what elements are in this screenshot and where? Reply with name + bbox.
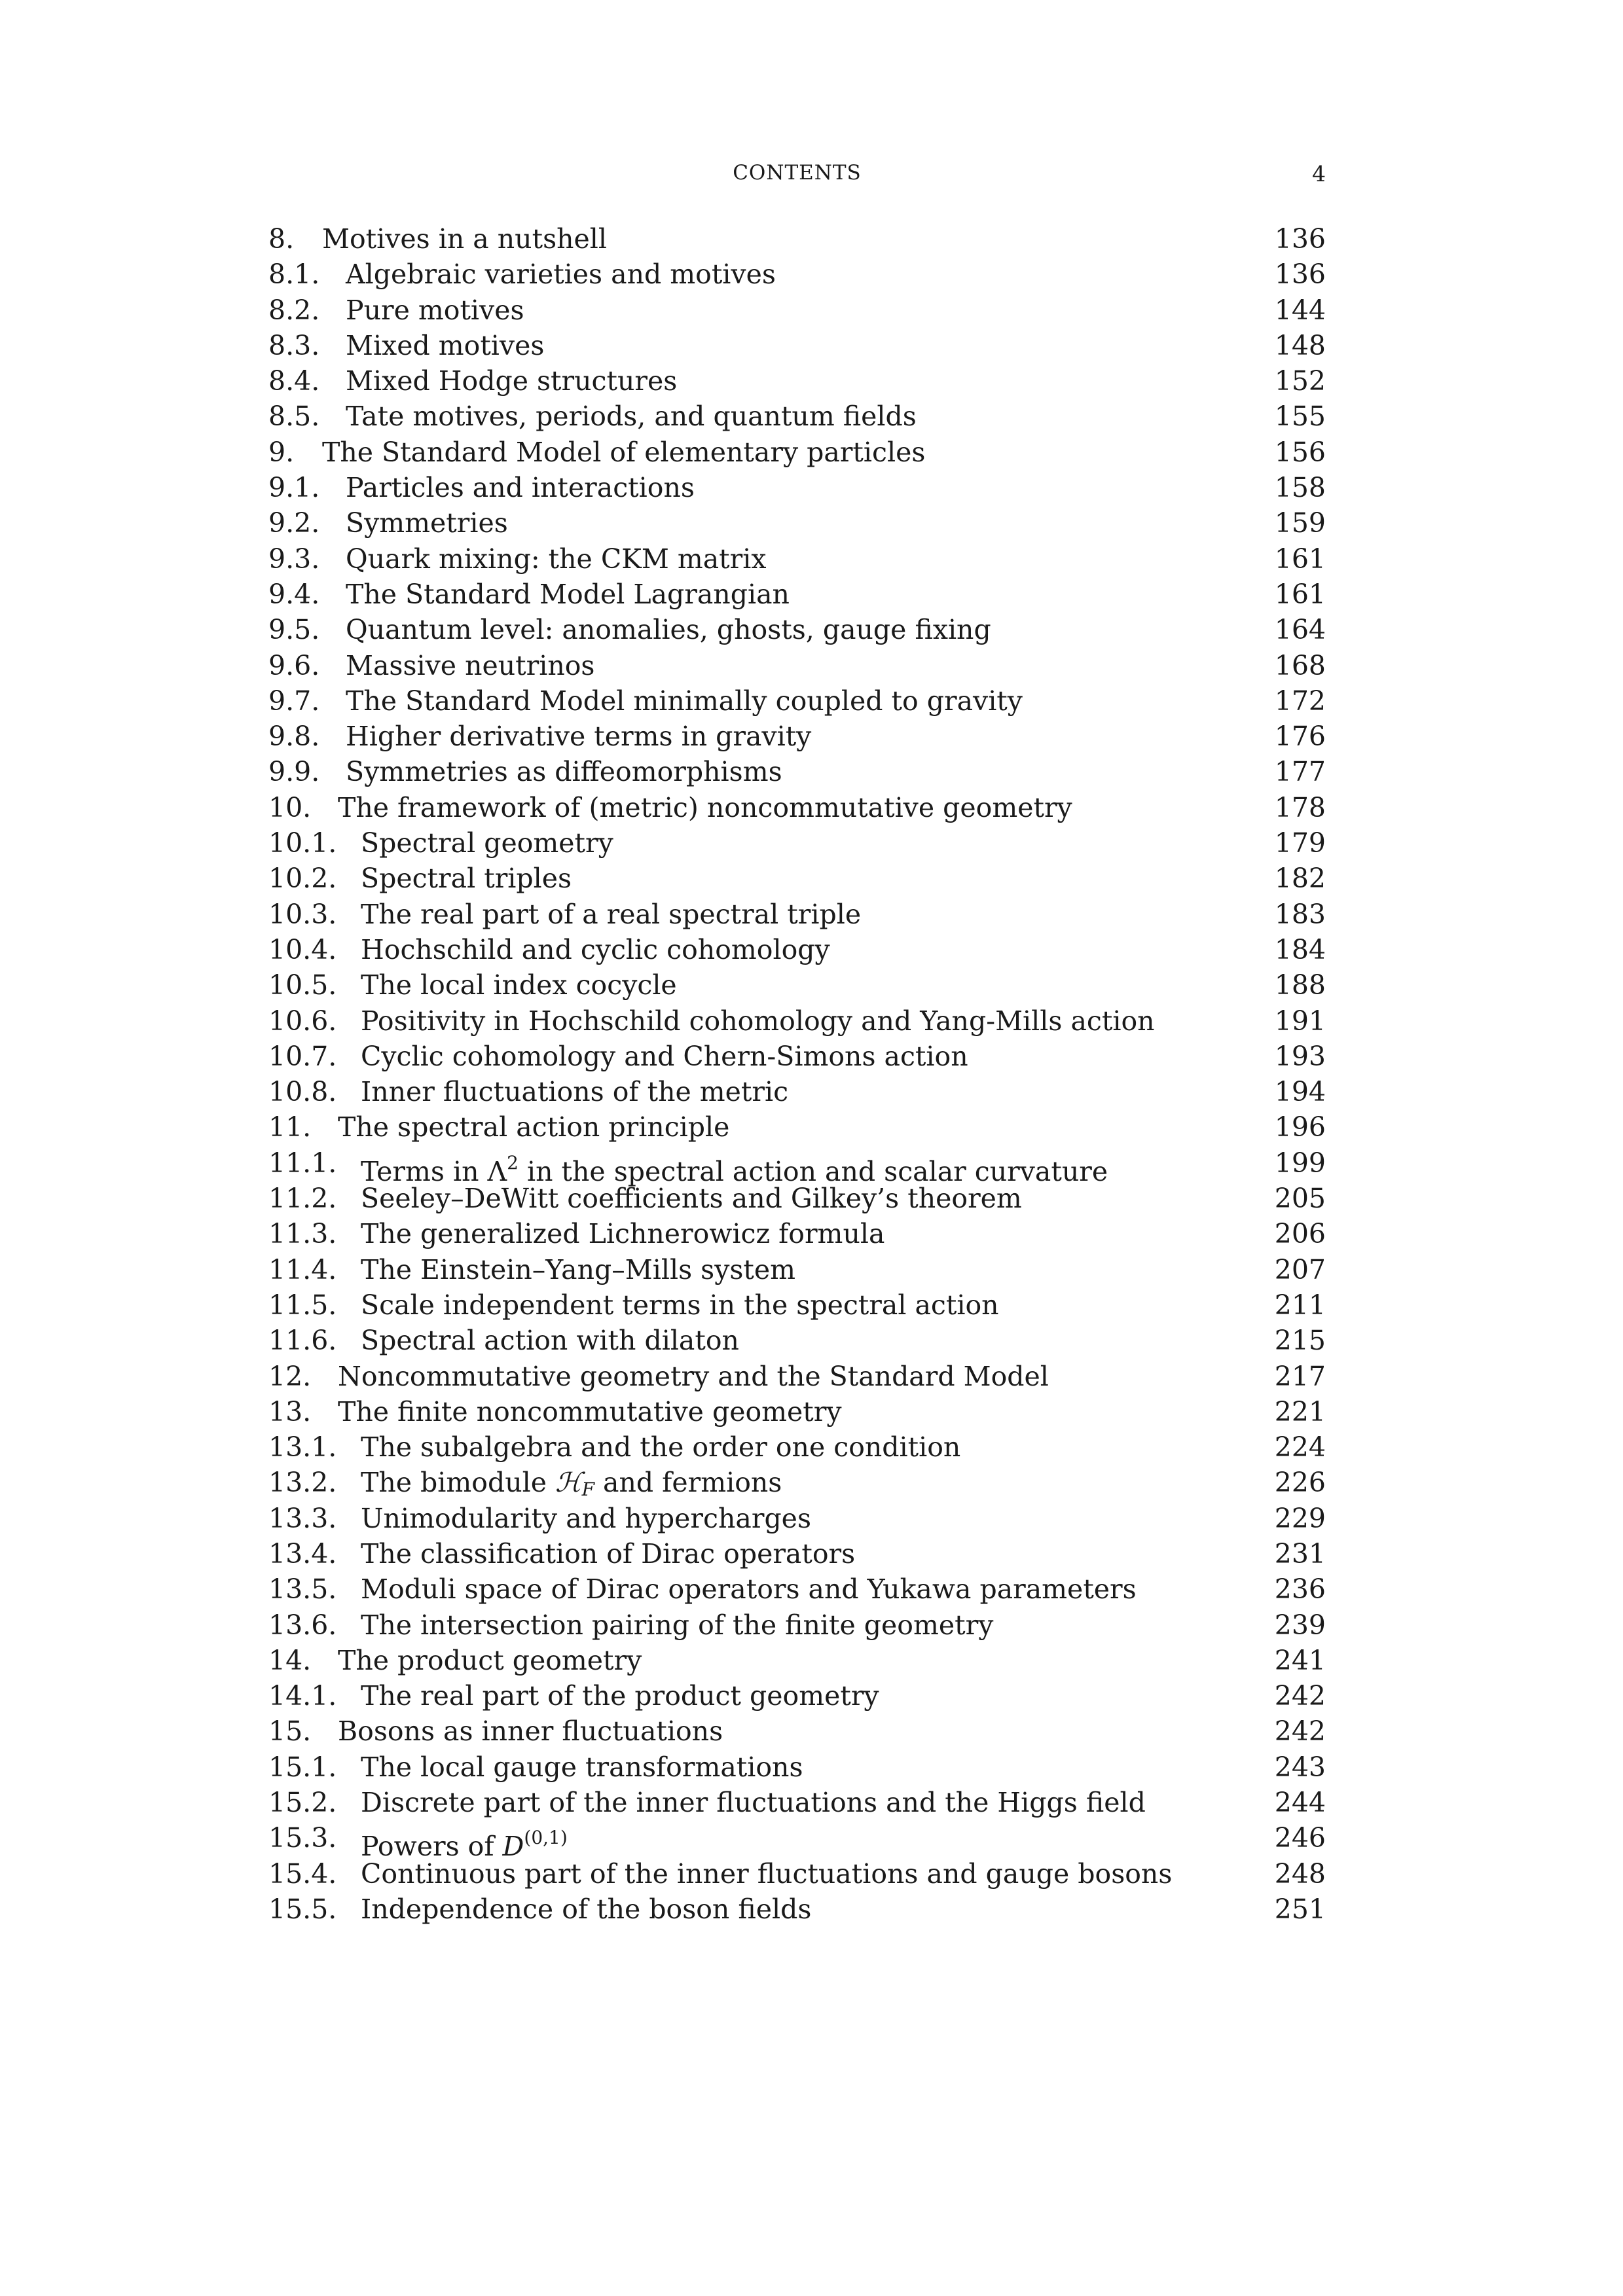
toc-entry[interactable]: [268, 328, 1326, 363]
toc-entry[interactable]: [268, 1394, 1326, 1429]
entry-number: 9.: [268, 436, 295, 468]
entry-number: 13.: [268, 1395, 312, 1427]
entry-title-text: and fermions: [594, 1467, 782, 1499]
entry-page-number: 148: [1274, 329, 1326, 361]
toc-entry[interactable]: [268, 1039, 1326, 1074]
toc-entry[interactable]: [268, 1323, 1326, 1358]
entry-number: 13.3.: [268, 1502, 337, 1534]
entry-title: The framework of (metric) noncommutative geometry: [338, 791, 1072, 823]
entry-title: Scale independent terms in the spectral action: [361, 1289, 999, 1321]
toc-entry[interactable]: [268, 1216, 1326, 1251]
entry-number: 8.3.: [268, 329, 320, 361]
entry-number: 14.1.: [268, 1680, 337, 1712]
entry-number: 13.1.: [268, 1431, 337, 1463]
entry-number: 15.3.: [268, 1822, 337, 1854]
entry-page-number: 176: [1274, 721, 1326, 753]
toc-entry[interactable]: [268, 1109, 1326, 1145]
math-superscript: (0,1): [524, 1827, 568, 1849]
entry-page-number: 215: [1274, 1325, 1326, 1357]
toc-entry[interactable]: [268, 1465, 1326, 1500]
entry-page-number: 168: [1274, 649, 1326, 681]
entry-number: 9.6.: [268, 649, 320, 681]
entry-title: Cyclic cohomology and Chern-Simons action: [361, 1040, 968, 1072]
toc-entry[interactable]: [268, 1429, 1326, 1465]
entry-page-number: 205: [1274, 1183, 1326, 1215]
entry-title: The real part of a real spectral triple: [361, 898, 862, 930]
entry-number: 8.4.: [268, 365, 320, 397]
toc-entry[interactable]: [268, 221, 1326, 257]
entry-number: 15.5.: [268, 1893, 337, 1925]
toc-entry[interactable]: [268, 1181, 1326, 1216]
entry-title: Positivity in Hochschild cohomology and Yang-Mills action: [361, 1005, 1155, 1037]
entry-number: 10.5.: [268, 969, 337, 1001]
toc-entry[interactable]: [268, 825, 1326, 861]
toc-entry[interactable]: [268, 790, 1326, 825]
entry-title: The product geometry: [338, 1644, 642, 1676]
toc-entry[interactable]: [268, 648, 1326, 683]
entry-title: Motives in a nutshell: [322, 223, 608, 255]
toc-entry[interactable]: [268, 293, 1326, 328]
entry-page-number: 196: [1274, 1111, 1326, 1143]
entry-page-number: 242: [1274, 1715, 1326, 1748]
entry-page-number: 239: [1274, 1609, 1326, 1641]
entry-title: The classification of Dirac operators: [361, 1537, 856, 1570]
entry-title: The Standard Model minimally coupled to gravity: [346, 685, 1023, 717]
entry-page-number: 136: [1274, 259, 1326, 291]
entry-title: Particles and interactions: [346, 472, 695, 504]
entry-number: 13.2.: [268, 1467, 337, 1499]
entry-number: 11.5.: [268, 1289, 337, 1321]
entry-number: 13.6.: [268, 1609, 337, 1641]
entry-title: The spectral action principle: [338, 1111, 730, 1143]
entry-number: 15.1.: [268, 1751, 337, 1783]
entry-number: 11.3.: [268, 1218, 337, 1250]
entry-page-number: 155: [1274, 401, 1326, 433]
entry-page-number: 144: [1274, 294, 1326, 326]
toc-entry[interactable]: [268, 1749, 1326, 1785]
toc-entry[interactable]: [268, 754, 1326, 789]
entry-title: The local gauge transformations: [361, 1751, 803, 1783]
entry-title: Moduli space of Dirac operators and Yukawa parameters: [361, 1573, 1137, 1605]
math-symbol: ℋ: [555, 1467, 582, 1499]
running-title: CONTENTS: [733, 161, 862, 185]
entry-title: Unimodularity and hypercharges: [361, 1502, 811, 1534]
entry-page-number: 248: [1274, 1857, 1326, 1890]
toc-entry[interactable]: [268, 1287, 1326, 1323]
entry-number: 10.2.: [268, 863, 337, 895]
entry-number: 8.1.: [268, 259, 320, 291]
entry-title: The Einstein–Yang–Mills system: [361, 1253, 796, 1285]
toc-entry[interactable]: [268, 399, 1326, 434]
entry-number: 11.6.: [268, 1325, 337, 1357]
entry-page-number: 159: [1274, 507, 1326, 539]
entry-title: The local index cocycle: [361, 969, 677, 1001]
entry-page-number: 164: [1274, 614, 1326, 646]
entry-number: 8.5.: [268, 401, 320, 433]
entry-page-number: 161: [1274, 578, 1326, 610]
entry-title: Quantum level: anomalies, ghosts, gauge fixing: [346, 614, 991, 646]
entry-number: 10.4.: [268, 933, 337, 965]
entry-title: Higher derivative terms in gravity: [346, 721, 812, 753]
entry-title: Mixed motives: [346, 329, 545, 361]
entry-number: 11.1.: [268, 1147, 337, 1179]
entry-title: Algebraic varieties and motives: [346, 259, 776, 291]
entry-number: 11.: [268, 1111, 312, 1143]
entry-title: The generalized Lichnerowicz formula: [361, 1218, 885, 1250]
entry-title: The real part of the product geometry: [361, 1680, 879, 1712]
toc-entry[interactable]: [268, 612, 1326, 647]
entry-number: 11.4.: [268, 1253, 337, 1285]
toc-entry[interactable]: [268, 1856, 1326, 1892]
toc-entry[interactable]: [268, 1252, 1326, 1287]
entry-page-number: 251: [1274, 1893, 1326, 1925]
entry-title: Noncommutative geometry and the Standard Model: [338, 1360, 1049, 1392]
entry-number: 10.3.: [268, 898, 337, 930]
entry-page-number: 246: [1274, 1822, 1326, 1854]
entry-page-number: 191: [1274, 1005, 1326, 1037]
entry-title-text: The bimodule: [361, 1467, 556, 1499]
entry-page-number: 229: [1274, 1502, 1326, 1534]
toc-entry[interactable]: [268, 1785, 1326, 1820]
entry-page-number: 184: [1274, 933, 1326, 965]
entry-number: 10.8.: [268, 1076, 337, 1108]
entry-title: Spectral action with dilaton: [361, 1325, 739, 1357]
entry-title: The Standard Model of elementary particles: [322, 436, 926, 468]
toc-entry[interactable]: [268, 505, 1326, 541]
entry-page-number: 177: [1274, 756, 1326, 788]
entry-title: Discrete part of the inner fluctuations and the Higgs field: [361, 1787, 1146, 1819]
entry-title: Tate motives, periods, and quantum fields: [346, 401, 917, 433]
entry-page-number: 161: [1274, 543, 1326, 575]
entry-page-number: 199: [1274, 1147, 1326, 1179]
entry-title: Pure motives: [346, 294, 524, 326]
toc-entry[interactable]: [268, 1536, 1326, 1571]
toc-entry[interactable]: [268, 1501, 1326, 1536]
entry-number: 9.5.: [268, 614, 320, 646]
entry-page-number: 224: [1274, 1431, 1326, 1463]
entry-page-number: 136: [1274, 223, 1326, 255]
entry-title: Hochschild and cyclic cohomology: [361, 933, 830, 965]
toc-entry[interactable]: [268, 683, 1326, 719]
toc-entry[interactable]: [268, 577, 1326, 612]
entry-title: The intersection pairing of the finite geometry: [361, 1609, 994, 1641]
entry-page-number: 221: [1274, 1395, 1326, 1427]
math-superscript: 2: [507, 1151, 519, 1174]
entry-page-number: 156: [1274, 436, 1326, 468]
entry-page-number: 183: [1274, 898, 1326, 930]
entry-number: 10.6.: [268, 1005, 337, 1037]
toc-entry[interactable]: [268, 435, 1326, 470]
entry-number: 9.8.: [268, 721, 320, 753]
entry-title: The finite noncommutative geometry: [338, 1395, 842, 1427]
entry-title: Symmetries: [346, 507, 508, 539]
entry-page-number: 231: [1274, 1537, 1326, 1570]
entry-number: 12.: [268, 1360, 312, 1392]
entry-title: Quark mixing: the CKM matrix: [346, 543, 767, 575]
toc-entry[interactable]: [268, 541, 1326, 577]
entry-number: 10.: [268, 791, 312, 823]
entry-page-number: 211: [1274, 1289, 1326, 1321]
entry-page-number: 207: [1274, 1253, 1326, 1285]
toc-entry[interactable]: [268, 967, 1326, 1003]
math-subscript: F: [581, 1479, 594, 1501]
toc-entry[interactable]: [268, 1074, 1326, 1109]
entry-page-number: 206: [1274, 1218, 1326, 1250]
toc-entry[interactable]: [268, 861, 1326, 896]
entry-page-number: 188: [1274, 969, 1326, 1001]
entry-number: 10.1.: [268, 827, 337, 859]
toc-entry[interactable]: [268, 932, 1326, 967]
entry-page-number: 158: [1274, 472, 1326, 504]
entry-page-number: 243: [1274, 1751, 1326, 1783]
toc-entry[interactable]: [268, 1892, 1326, 1927]
entry-title-text: in the spectral action and scalar curvature: [518, 1155, 1108, 1187]
entry-title: Symmetries as diffeomorphisms: [346, 756, 782, 788]
entry-title: Spectral triples: [361, 863, 572, 895]
entry-page-number: 242: [1274, 1680, 1326, 1712]
entry-title: Inner fluctuations of the metric: [361, 1076, 789, 1108]
toc-entry[interactable]: [268, 1820, 1326, 1863]
entry-number: 15.4.: [268, 1857, 337, 1890]
page-number: 4: [1312, 161, 1326, 187]
entry-title: Massive neutrinos: [346, 649, 595, 681]
entry-title: Seeley–DeWitt coefficients and Gilkey’s theorem: [361, 1183, 1022, 1215]
entry-title: Continuous part of the inner fluctuations and gauge bosons: [361, 1857, 1173, 1890]
toc-entry[interactable]: [268, 897, 1326, 932]
entry-number: 9.9.: [268, 756, 320, 788]
entry-number: 9.7.: [268, 685, 320, 717]
toc-entry[interactable]: [268, 1713, 1326, 1749]
entry-number: 9.3.: [268, 543, 320, 575]
entry-number: 9.4.: [268, 578, 320, 610]
entry-title: The Standard Model Lagrangian: [346, 578, 790, 610]
table-of-contents: [268, 221, 1326, 1927]
entry-title: Independence of the boson fields: [361, 1893, 812, 1925]
toc-entry[interactable]: [268, 1607, 1326, 1643]
toc-entry[interactable]: [268, 363, 1326, 399]
toc-entry[interactable]: [268, 470, 1326, 505]
toc-entry[interactable]: [268, 1678, 1326, 1713]
entry-page-number: 152: [1274, 365, 1326, 397]
entry-number: 13.5.: [268, 1573, 337, 1605]
entry-title: The subalgebra and the order one condition: [361, 1431, 961, 1463]
entry-number: 15.2.: [268, 1787, 337, 1819]
entry-page-number: 236: [1274, 1573, 1326, 1605]
entry-title-text: Terms in Λ: [361, 1155, 507, 1187]
entry-page-number: 178: [1274, 791, 1326, 823]
entry-number: 8.2.: [268, 294, 320, 326]
entry-page-number: 194: [1274, 1076, 1326, 1108]
entry-number: 10.7.: [268, 1040, 337, 1072]
entry-number: 14.: [268, 1644, 312, 1676]
entry-page-number: 217: [1274, 1360, 1326, 1392]
entry-page-number: 172: [1274, 685, 1326, 717]
entry-page-number: 241: [1274, 1644, 1326, 1676]
entry-title: Mixed Hodge structures: [346, 365, 678, 397]
entry-number: 9.2.: [268, 507, 320, 539]
page-header: [268, 157, 1326, 190]
toc-entry[interactable]: [268, 1145, 1326, 1187]
entry-title: Bosons as inner fluctuations: [338, 1715, 723, 1748]
toc-entry[interactable]: [268, 1003, 1326, 1039]
toc-entry[interactable]: [268, 719, 1326, 754]
entry-page-number: 179: [1274, 827, 1326, 859]
math-symbol: D: [502, 1831, 524, 1863]
entry-page-number: 182: [1274, 863, 1326, 895]
entry-page-number: 244: [1274, 1787, 1326, 1819]
entry-number: 15.: [268, 1715, 312, 1748]
toc-entry[interactable]: [268, 1571, 1326, 1607]
entry-page-number: 226: [1274, 1467, 1326, 1499]
toc-entry[interactable]: [268, 1643, 1326, 1678]
toc-entry[interactable]: [268, 257, 1326, 292]
entry-number: 8.: [268, 223, 295, 255]
entry-page-number: 193: [1274, 1040, 1326, 1072]
entry-title-text: Powers of: [361, 1831, 503, 1863]
entry-number: 9.1.: [268, 472, 320, 504]
entry-number: 13.4.: [268, 1537, 337, 1570]
entry-title: Spectral geometry: [361, 827, 613, 859]
toc-entry[interactable]: [268, 1359, 1326, 1394]
entry-number: 11.2.: [268, 1183, 337, 1215]
